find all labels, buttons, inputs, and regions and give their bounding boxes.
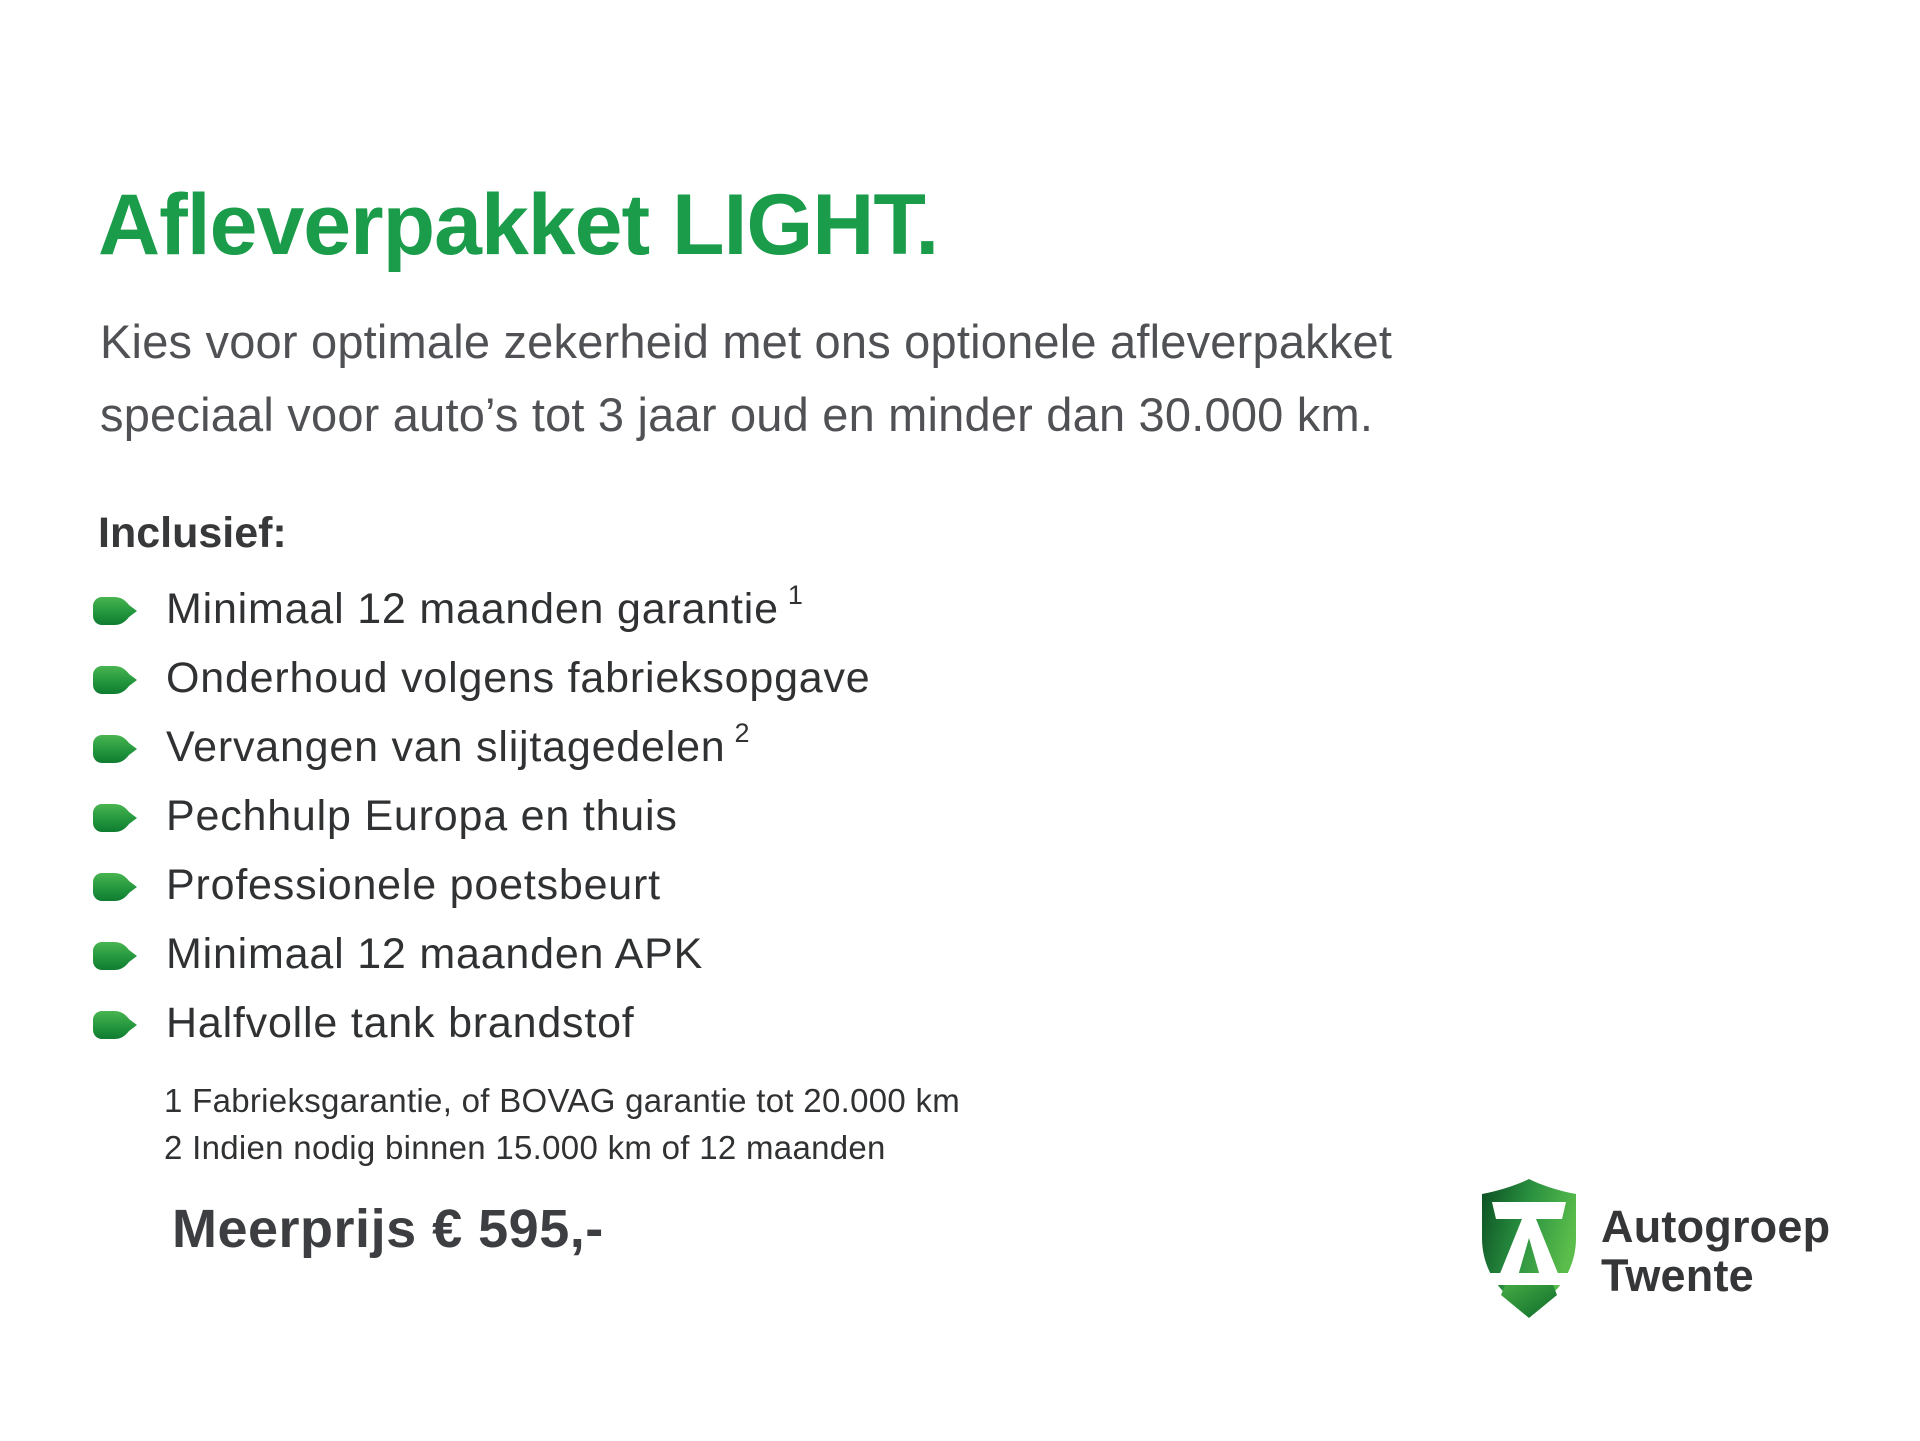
bullet-leaf-icon (92, 803, 138, 833)
list-item (92, 713, 880, 782)
list-item (92, 782, 880, 851)
intro-line: Kies voor optimale zekerheid met ons optionele afleverpakket (100, 315, 1393, 368)
list-header: Inclusief: (98, 509, 287, 557)
list-item-label: Halfvolle tank brandstof (166, 999, 635, 1047)
logo-line: Twente (1601, 1250, 1754, 1301)
list-item-label: Vervangen van slijtagedelen (166, 723, 726, 771)
list-item (92, 920, 880, 989)
footnote-marker: 2 (734, 718, 750, 748)
list-item-label: Onderhoud volgens fabrieksopgave (166, 654, 871, 702)
intro-paragraph (100, 305, 1392, 451)
bullet-leaf-icon (92, 941, 138, 971)
bullet-leaf-icon (92, 734, 138, 764)
footnote-line: 1 Fabrieksgarantie, of BOVAG garantie tot 20.000 km (164, 1082, 961, 1119)
list-item-label: Minimaal 12 maanden garantie (166, 585, 779, 633)
list-item-label: Professionele poetsbeurt (166, 861, 661, 909)
bullet-leaf-icon (92, 1010, 138, 1040)
intro-line: speciaal voor auto’s tot 3 jaar oud en minder dan 30.000 km. (100, 388, 1374, 441)
list-item (92, 989, 880, 1058)
page-title: Afleverpakket LIGHT. (98, 177, 939, 273)
footnotes (164, 1077, 960, 1171)
logo-text (1601, 1202, 1830, 1322)
feature-list (92, 575, 880, 1058)
list-item-label: Pechhulp Europa en thuis (166, 792, 678, 840)
footnote-marker: 1 (787, 580, 803, 610)
autogroep-shield-icon (1477, 1176, 1581, 1322)
price-text: Meerprijs € 595,- (172, 1199, 604, 1259)
list-item (92, 575, 880, 644)
list-item-label: Minimaal 12 maanden APK (166, 930, 704, 978)
bullet-leaf-icon (92, 665, 138, 695)
list-item (92, 644, 880, 713)
bullet-leaf-icon (92, 872, 138, 902)
logo-line: Autogroep (1601, 1201, 1831, 1252)
company-logo (1477, 1176, 1830, 1322)
list-item (92, 851, 880, 920)
bullet-leaf-icon (92, 596, 138, 626)
footnote-line: 2 Indien nodig binnen 15.000 km of 12 maanden (164, 1129, 886, 1166)
